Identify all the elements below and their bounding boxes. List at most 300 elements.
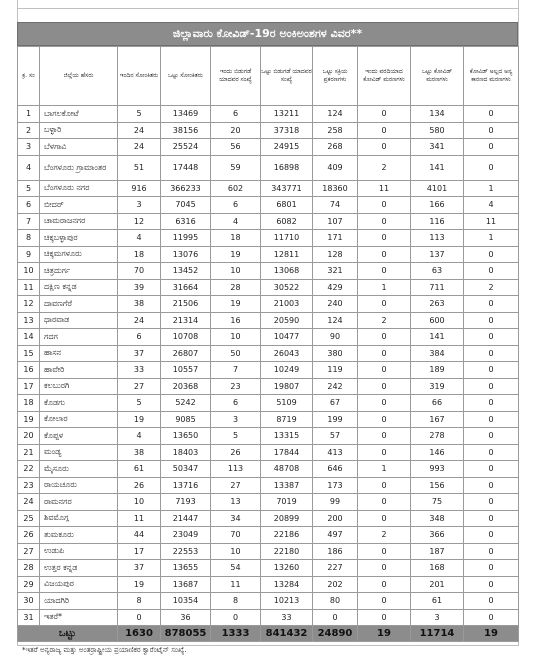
totals-label: ಒಟ್ಟು: [18, 626, 118, 642]
value-cell: 0: [358, 411, 411, 428]
value-cell: 343771: [261, 180, 313, 197]
value-cell: 0: [211, 609, 261, 626]
value-cell: 23049: [161, 527, 211, 544]
value-cell: 0: [464, 510, 519, 527]
value-cell: 20368: [161, 378, 211, 395]
header-district: ಜಿಲ್ಲೆಯ ಹೆಸರು: [40, 47, 118, 106]
value-cell: 227: [313, 560, 358, 577]
district-name-cell: ಮೈಸೂರು: [40, 461, 118, 478]
value-cell: 13687: [161, 576, 211, 593]
value-cell: 37: [118, 560, 161, 577]
value-cell: 13260: [261, 560, 313, 577]
value-cell: 0: [464, 246, 519, 263]
value-cell: 8: [118, 593, 161, 610]
serial-cell: 6: [18, 197, 40, 214]
value-cell: 7193: [161, 494, 211, 511]
district-name-cell: ಕೋಲಾರ: [40, 411, 118, 428]
serial-cell: 4: [18, 155, 40, 180]
value-cell: 0: [464, 543, 519, 560]
value-cell: 30522: [261, 279, 313, 296]
value-cell: 6: [211, 395, 261, 412]
table-row: [18, 345, 519, 362]
table-row: [18, 279, 519, 296]
district-name-cell: ಮಂಡ್ಯ: [40, 444, 118, 461]
value-cell: 24: [118, 139, 161, 156]
table-row: [18, 296, 519, 313]
value-cell: 409: [313, 155, 358, 180]
value-cell: 0: [358, 362, 411, 379]
value-cell: 13076: [161, 246, 211, 263]
value-cell: 0: [358, 494, 411, 511]
value-cell: 18: [211, 230, 261, 247]
value-cell: 201: [411, 576, 464, 593]
value-cell: 6316: [161, 213, 211, 230]
value-cell: 70: [211, 527, 261, 544]
value-cell: 48708: [261, 461, 313, 478]
value-cell: 341: [411, 139, 464, 156]
totals-cell: 19: [464, 626, 519, 642]
footnote: *ಇತರೆ ಅನ್ಯರಾಜ್ಯ ಮತ್ತು ಅಂತರ್ರಾಷ್ಟ್ರೀಯ ಪ್ರಯಾಣಿಕರ ಕ್ವಾರೆಂಟೈನ್ ಸಂಖ್ಯೆ.: [22, 646, 187, 654]
value-cell: 23: [211, 378, 261, 395]
value-cell: 384: [411, 345, 464, 362]
totals-cell: 1630: [118, 626, 161, 642]
value-cell: 2: [358, 527, 411, 544]
value-cell: 0: [358, 296, 411, 313]
serial-cell: 20: [18, 428, 40, 445]
serial-cell: 17: [18, 378, 40, 395]
value-cell: 366: [411, 527, 464, 544]
value-cell: 24: [118, 122, 161, 139]
value-cell: 10: [211, 263, 261, 280]
value-cell: 21314: [161, 312, 211, 329]
district-name-cell: ಬಳ್ಳಾರಿ: [40, 122, 118, 139]
serial-cell: 24: [18, 494, 40, 511]
value-cell: 0: [358, 139, 411, 156]
value-cell: 67: [313, 395, 358, 412]
value-cell: 199: [313, 411, 358, 428]
value-cell: 0: [464, 477, 519, 494]
value-cell: 4: [464, 197, 519, 214]
table-row: [18, 411, 519, 428]
table-row: [18, 122, 519, 139]
serial-cell: 8: [18, 230, 40, 247]
value-cell: 70: [118, 263, 161, 280]
serial-cell: 26: [18, 527, 40, 544]
value-cell: 26807: [161, 345, 211, 362]
value-cell: 7: [211, 362, 261, 379]
value-cell: 1: [464, 230, 519, 247]
table-row: [18, 593, 519, 610]
value-cell: 19: [118, 411, 161, 428]
value-cell: 36: [161, 609, 211, 626]
header-row: [18, 47, 519, 106]
value-cell: 80: [313, 593, 358, 610]
value-cell: 12811: [261, 246, 313, 263]
value-cell: 200: [313, 510, 358, 527]
value-cell: 0: [358, 345, 411, 362]
table-row: [18, 609, 519, 626]
value-cell: 5109: [261, 395, 313, 412]
value-cell: 11995: [161, 230, 211, 247]
value-cell: 0: [464, 329, 519, 346]
value-cell: 0: [358, 106, 411, 123]
value-cell: 2: [464, 279, 519, 296]
serial-cell: 30: [18, 593, 40, 610]
value-cell: 28: [211, 279, 261, 296]
value-cell: 90: [313, 329, 358, 346]
serial-cell: 19: [18, 411, 40, 428]
table-row: [18, 543, 519, 560]
value-cell: 7019: [261, 494, 313, 511]
table-row: [18, 362, 519, 379]
value-cell: 16898: [261, 155, 313, 180]
value-cell: 0: [464, 106, 519, 123]
value-cell: 9085: [161, 411, 211, 428]
value-cell: 13387: [261, 477, 313, 494]
value-cell: 19: [211, 246, 261, 263]
value-cell: 5242: [161, 395, 211, 412]
value-cell: 0: [464, 378, 519, 395]
value-cell: 3: [118, 197, 161, 214]
value-cell: 0: [358, 593, 411, 610]
value-cell: 116: [411, 213, 464, 230]
value-cell: 137: [411, 246, 464, 263]
value-cell: 27: [118, 378, 161, 395]
district-name-cell: ರಾಮನಗರ: [40, 494, 118, 511]
value-cell: 75: [411, 494, 464, 511]
value-cell: 0: [358, 609, 411, 626]
value-cell: 26043: [261, 345, 313, 362]
value-cell: 20899: [261, 510, 313, 527]
value-cell: 66: [411, 395, 464, 412]
value-cell: 16: [211, 312, 261, 329]
value-cell: 56: [211, 139, 261, 156]
value-cell: 99: [313, 494, 358, 511]
value-cell: 6082: [261, 213, 313, 230]
value-cell: 13211: [261, 106, 313, 123]
district-name-cell: ಗದಗ: [40, 329, 118, 346]
value-cell: 4: [118, 428, 161, 445]
value-cell: 24915: [261, 139, 313, 156]
serial-cell: 23: [18, 477, 40, 494]
value-cell: 166: [411, 197, 464, 214]
value-cell: 168: [411, 560, 464, 577]
district-name-cell: ರಾಯಚೂರು: [40, 477, 118, 494]
value-cell: 3: [211, 411, 261, 428]
value-cell: 5: [118, 395, 161, 412]
table-row: [18, 329, 519, 346]
value-cell: 413: [313, 444, 358, 461]
value-cell: 10: [211, 543, 261, 560]
value-cell: 0: [358, 395, 411, 412]
value-cell: 44: [118, 527, 161, 544]
table-row: [18, 213, 519, 230]
value-cell: 319: [411, 378, 464, 395]
value-cell: 6801: [261, 197, 313, 214]
value-cell: 348: [411, 510, 464, 527]
district-name-cell: ಚಿಕ್ಕಮಗಳೂರು: [40, 246, 118, 263]
value-cell: 19807: [261, 378, 313, 395]
value-cell: 141: [411, 329, 464, 346]
value-cell: 171: [313, 230, 358, 247]
value-cell: 10354: [161, 593, 211, 610]
value-cell: 268: [313, 139, 358, 156]
value-cell: 50: [211, 345, 261, 362]
serial-cell: 5: [18, 180, 40, 197]
value-cell: 7045: [161, 197, 211, 214]
table-row: [18, 139, 519, 156]
totals-cell: 841432: [261, 626, 313, 642]
serial-cell: 16: [18, 362, 40, 379]
value-cell: 13655: [161, 560, 211, 577]
value-cell: 141: [411, 155, 464, 180]
table-row: [18, 230, 519, 247]
value-cell: 366233: [161, 180, 211, 197]
value-cell: 124: [313, 312, 358, 329]
table-row: [18, 477, 519, 494]
value-cell: 5: [211, 428, 261, 445]
table-row: [18, 527, 519, 544]
value-cell: 11: [118, 510, 161, 527]
value-cell: 31664: [161, 279, 211, 296]
value-cell: 173: [313, 477, 358, 494]
value-cell: 0: [464, 411, 519, 428]
value-cell: 13452: [161, 263, 211, 280]
value-cell: 50347: [161, 461, 211, 478]
district-name-cell: ಕೊಪ್ಪಳ: [40, 428, 118, 445]
district-name-cell: ತುಮಕೂರು: [40, 527, 118, 544]
table-row: [18, 246, 519, 263]
value-cell: 497: [313, 527, 358, 544]
value-cell: 63: [411, 263, 464, 280]
table-row: [18, 560, 519, 577]
value-cell: 51: [118, 155, 161, 180]
value-cell: 13469: [161, 106, 211, 123]
district-name-cell: ಕೊಡಗು: [40, 395, 118, 412]
value-cell: 146: [411, 444, 464, 461]
district-name-cell: ಚಾಮರಾಜನಗರ: [40, 213, 118, 230]
value-cell: 0: [464, 139, 519, 156]
value-cell: 916: [118, 180, 161, 197]
value-cell: 0: [358, 444, 411, 461]
value-cell: 321: [313, 263, 358, 280]
value-cell: 202: [313, 576, 358, 593]
value-cell: 0: [358, 263, 411, 280]
value-cell: 0: [464, 461, 519, 478]
value-cell: 6: [211, 197, 261, 214]
table-row: [18, 395, 519, 412]
value-cell: 240: [313, 296, 358, 313]
value-cell: 2: [358, 155, 411, 180]
value-cell: 22553: [161, 543, 211, 560]
value-cell: 189: [411, 362, 464, 379]
totals-cell: 1333: [211, 626, 261, 642]
value-cell: 11: [464, 213, 519, 230]
district-name-cell: ಧಾರವಾಡ: [40, 312, 118, 329]
district-name-cell: ಚಿಕ್ಕಬಳ್ಳಾಪುರ: [40, 230, 118, 247]
district-name-cell: ದಕ್ಷಿಣ ಕನ್ನಡ: [40, 279, 118, 296]
value-cell: 6: [211, 106, 261, 123]
table-title: ಜಿಲ್ಲಾವಾರು ಕೋವಿಡ್-19ರ ಅಂಕಿಅಂಶಗಳ ವಿವರ**: [17, 22, 518, 46]
value-cell: 0: [358, 560, 411, 577]
district-name-cell: ಬೆಂಗಳೂರು ಗ್ರಾಮಾಂತರ: [40, 155, 118, 180]
table-row: [18, 461, 519, 478]
value-cell: 20590: [261, 312, 313, 329]
value-cell: 12: [118, 213, 161, 230]
value-cell: 8719: [261, 411, 313, 428]
value-cell: 11: [211, 576, 261, 593]
value-cell: 57: [313, 428, 358, 445]
value-cell: 25524: [161, 139, 211, 156]
value-cell: 600: [411, 312, 464, 329]
value-cell: 13068: [261, 263, 313, 280]
header-total-cases: ಒಟ್ಟು ಸೋಂಕಿತರು: [161, 47, 211, 106]
value-cell: 19: [118, 576, 161, 593]
header-total-deaths: ಒಟ್ಟು ಕೋವಿಡ್ ಮರಣಗಳು: [411, 47, 464, 106]
value-cell: 0: [464, 362, 519, 379]
value-cell: 134: [411, 106, 464, 123]
value-cell: 61: [118, 461, 161, 478]
header-today-deaths: ಇಂದು ವರದಿಯಾದ ಕೋವಿಡ್ ಮರಣಗಳು: [358, 47, 411, 106]
district-name-cell: ಕಲಬುರಗಿ: [40, 378, 118, 395]
serial-cell: 22: [18, 461, 40, 478]
value-cell: 18360: [313, 180, 358, 197]
value-cell: 37318: [261, 122, 313, 139]
district-name-cell: ಯಾದಗಿರಿ: [40, 593, 118, 610]
serial-cell: 12: [18, 296, 40, 313]
value-cell: 0: [464, 155, 519, 180]
value-cell: 11: [358, 180, 411, 197]
value-cell: 10: [118, 494, 161, 511]
serial-cell: 18: [18, 395, 40, 412]
value-cell: 580: [411, 122, 464, 139]
value-cell: 1: [464, 180, 519, 197]
value-cell: 21447: [161, 510, 211, 527]
district-name-cell: ದಾವಣಗೆರೆ: [40, 296, 118, 313]
value-cell: 0: [118, 609, 161, 626]
value-cell: 21506: [161, 296, 211, 313]
totals-cell: 19: [358, 626, 411, 642]
district-name-cell: ಬೆಂಗಳೂರು ನಗರ: [40, 180, 118, 197]
value-cell: 156: [411, 477, 464, 494]
value-cell: 0: [358, 230, 411, 247]
value-cell: 0: [358, 329, 411, 346]
page-top-border: [17, 0, 519, 8]
serial-cell: 7: [18, 213, 40, 230]
value-cell: 10249: [261, 362, 313, 379]
district-name-cell: ಬೆಳಗಾವಿ: [40, 139, 118, 156]
value-cell: 18: [118, 246, 161, 263]
value-cell: 186: [313, 543, 358, 560]
value-cell: 242: [313, 378, 358, 395]
value-cell: 38: [118, 296, 161, 313]
value-cell: 54: [211, 560, 261, 577]
value-cell: 38156: [161, 122, 211, 139]
totals-cell: 24890: [313, 626, 358, 642]
value-cell: 13650: [161, 428, 211, 445]
value-cell: 20: [211, 122, 261, 139]
value-cell: 37: [118, 345, 161, 362]
serial-cell: 3: [18, 139, 40, 156]
value-cell: 8: [211, 593, 261, 610]
value-cell: 1: [358, 279, 411, 296]
value-cell: 3: [411, 609, 464, 626]
value-cell: 11710: [261, 230, 313, 247]
district-name-cell: ಹಾಸನ: [40, 345, 118, 362]
value-cell: 13315: [261, 428, 313, 445]
value-cell: 33: [118, 362, 161, 379]
totals-cell: 878055: [161, 626, 211, 642]
value-cell: 34: [211, 510, 261, 527]
value-cell: 2: [358, 312, 411, 329]
district-name-cell: ಬಾಗಲಕೋಟೆ: [40, 106, 118, 123]
serial-cell: 1: [18, 106, 40, 123]
serial-cell: 13: [18, 312, 40, 329]
district-name-cell: ವಿಜಯಪುರ: [40, 576, 118, 593]
value-cell: 4: [211, 213, 261, 230]
header-total-discharged: ಒಟ್ಟು ಬಿಡುಗಡೆ ಯಾದವರ ಸಂಖ್ಯೆ: [261, 47, 313, 106]
value-cell: 380: [313, 345, 358, 362]
value-cell: 4: [118, 230, 161, 247]
value-cell: 13: [211, 494, 261, 511]
serial-cell: 31: [18, 609, 40, 626]
value-cell: 19: [211, 296, 261, 313]
serial-cell: 11: [18, 279, 40, 296]
value-cell: 646: [313, 461, 358, 478]
table-row: [18, 444, 519, 461]
value-cell: 22186: [261, 527, 313, 544]
value-cell: 0: [464, 345, 519, 362]
value-cell: 17: [118, 543, 161, 560]
header-today-discharged: ಇಂದು ಬಿಡುಗಡೆ ಯಾದವರ ಸಂಖ್ಯೆ: [211, 47, 261, 106]
value-cell: 33: [261, 609, 313, 626]
value-cell: 10477: [261, 329, 313, 346]
value-cell: 26: [211, 444, 261, 461]
value-cell: 5: [118, 106, 161, 123]
value-cell: 278: [411, 428, 464, 445]
value-cell: 13716: [161, 477, 211, 494]
value-cell: 4101: [411, 180, 464, 197]
value-cell: 113: [211, 461, 261, 478]
value-cell: 0: [464, 494, 519, 511]
value-cell: 27: [211, 477, 261, 494]
value-cell: 0: [358, 510, 411, 527]
value-cell: 10213: [261, 593, 313, 610]
header-non-covid-deaths: ಕೋವಿಡ್ ಅಲ್ಲದ ಅನ್ಯ ಕಾರಣದ ಮರಣಗಳು: [464, 47, 519, 106]
table-row: [18, 155, 519, 180]
district-name-cell: ಇತರೆ*: [40, 609, 118, 626]
table-row: [18, 197, 519, 214]
value-cell: 0: [464, 609, 519, 626]
value-cell: 0: [358, 122, 411, 139]
value-cell: 61: [411, 593, 464, 610]
value-cell: 0: [464, 395, 519, 412]
value-cell: 24: [118, 312, 161, 329]
value-cell: 0: [464, 122, 519, 139]
serial-cell: 10: [18, 263, 40, 280]
header-serial: ಕ್ರ. ಸಂ: [18, 47, 40, 106]
district-name-cell: ಚಿತ್ರದುರ್ಗ: [40, 263, 118, 280]
district-covid-table: [17, 46, 519, 642]
table-row: [18, 510, 519, 527]
serial-cell: 2: [18, 122, 40, 139]
value-cell: 10557: [161, 362, 211, 379]
value-cell: 0: [464, 576, 519, 593]
district-name-cell: ಹಾವೇರಿ: [40, 362, 118, 379]
value-cell: 0: [464, 444, 519, 461]
value-cell: 0: [358, 213, 411, 230]
serial-cell: 29: [18, 576, 40, 593]
